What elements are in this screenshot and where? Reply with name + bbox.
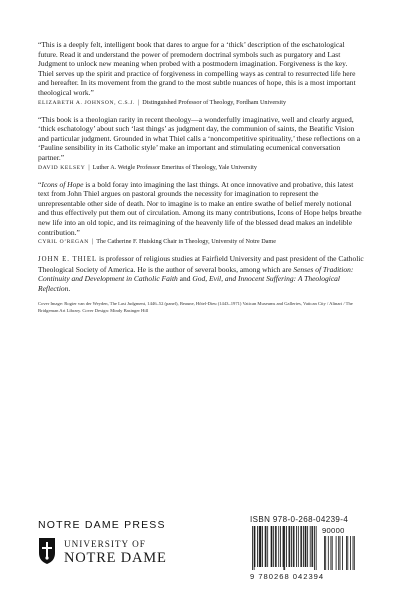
- book-title: Icons of Hope: [41, 179, 84, 189]
- endorser-name: ELIZABETH A. JOHNSON, C.S.J.: [38, 99, 135, 106]
- book-title: Senses of Tradition: Continuity and Development in Catholic Faith: [38, 264, 354, 284]
- university-line2: NOTRE DAME: [64, 550, 167, 566]
- endorsement: [38, 180, 364, 247]
- price-addon: 90000: [322, 526, 345, 535]
- endorser-name: CYRIL O’REGAN: [38, 239, 89, 246]
- cover-credits: Cover Image: Rogier van der Weyden, The Last Judgment, 1446–52 (panel), Beaune, Hôtel-Dieu (1443–1971) Vatican Museums and Galleries, Vatican City / Alinari / The Bridgeman Art Library. Cover Design: Mindy Basinger Hill: [38, 301, 353, 313]
- author-bio: JOHN E. THIEL is professor of religious studies at Fairfield University and past president of the Catholic Theological Society of America. He is the author of several books, among which are Senses of Tradition: Continuity and Development in Catholic Faith and God, Evil, and Innocent Suffering: A Theological Reflection.: [38, 254, 364, 293]
- endorser-affiliation: Luther A. Weigle Professor Emeritus of Theology, Yale University: [92, 163, 257, 171]
- shield-icon: [38, 537, 56, 565]
- publisher-name: NOTRE DAME PRESS: [38, 519, 166, 531]
- endorsement-quote: “This is a deeply felt, intelligent book that dares to argue for a ‘thick’ description of the eschatological future. Read it and understand the power of premodern doctrinal symbols such as purgatory and Last Judgment to unlock new meaning when probed with a postmodern imagination. Forgiveness is the key. Thiel serves up the spirit and practice of forgiveness in compelling ways as central to resurrected life here and hereafter. In its movement from the grand to the most subtle nuances of hope, this is a most important theological work.”: [38, 40, 356, 97]
- endorsement-attribution: ELIZABETH A. JOHNSON, C.S.J. | Distinguished Professor of Theology, Fordham University: [38, 98, 287, 106]
- endorsement-quote: “This book is a theologian rarity in recent theology—a wonderfully imaginative, well and clearly argued, ‘thick eschatology’ about such ‘last things’ as judgment day, the communion of saints, the Beatific Vision and particular judgment. Grounded in what Thiel calls a ‘noncompetitive spirituality,’ these reflections on a ‘Pauline sensibility in its Catholic style’ make an important and stimulating ecumenical conversation partner.”: [38, 114, 361, 162]
- author-name: JOHN E. THIEL: [38, 256, 98, 264]
- endorser-affiliation: The Catherine F. Huisking Chair in Theology, University of Notre Dame: [96, 238, 276, 246]
- endorsement: [38, 115, 364, 172]
- university-line1: UNIVERSITY OF: [64, 539, 146, 549]
- endorser-name: DAVID KELSEY: [38, 164, 86, 171]
- isbn-digits: 9 780268 042394: [250, 572, 325, 581]
- endorsements: [38, 40, 364, 314]
- endorsement-attribution: DAVID KELSEY | Luther A. Weigle Professor Emeritus of Theology, Yale University: [38, 163, 257, 171]
- endorser-affiliation: Distinguished Professor of Theology, Fordham University: [142, 98, 287, 106]
- endorsement: [38, 40, 364, 107]
- isbn-label: ISBN 978-0-268-04239-4: [250, 515, 349, 524]
- university-logo: [38, 537, 208, 567]
- endorsement-quote: “Icons of Hope is a bold foray into imagining the last things. At once innovative and probative, this latest text from John Thiel argues on pastoral grounds the necessity for imagination to represent the unrepresentable other side of death. Nor to imagine is to make an entire swathe of belief merely notional and thus effectively put them out of circulation. Among its many contributions, Icons of Hope helps breathe new life into an old topic, and its reimagining of the heavenly life of the blessed dead makes an indelible contribution.”: [38, 179, 362, 237]
- book-title: God, Evil, and Innocent Suffering: A Theological Reflection: [38, 274, 340, 293]
- endorsement-attribution: CYRIL O’REGAN | The Catherine F. Huisking Chair in Theology, University of Notre Dame: [38, 238, 276, 246]
